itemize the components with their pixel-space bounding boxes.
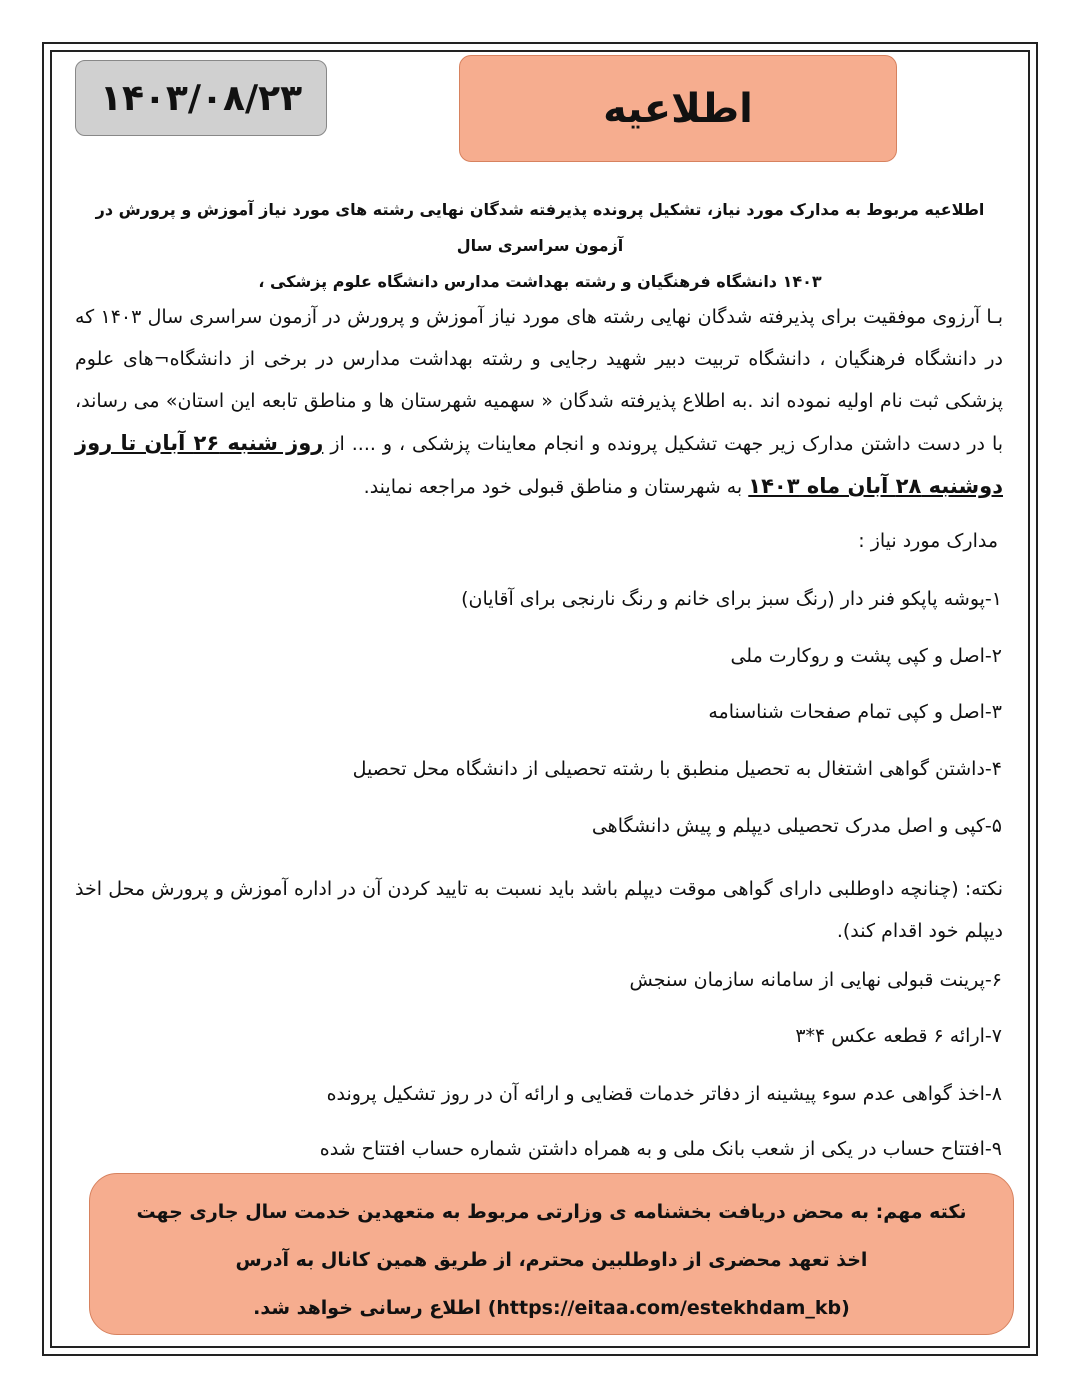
announcement-subject bbox=[80, 192, 1000, 300]
subject-line-1: اطلاعیه مربوط به مدارک مورد نیاز، تشکیل پرونده پذیرفته شدگان نهایی رشته های مورد نیاز آموزش و پرورش در آزمون سراسری سال bbox=[95, 200, 985, 255]
documents-heading: مدارک مورد نیاز : bbox=[858, 530, 998, 552]
document-item: ۵-کپی و اصل مدرک تحصیلی دیپلم و پیش دانشگاهی bbox=[591, 815, 1002, 837]
document-item: ۷-ارائه ۶ قطعه عکس ۴*۳ bbox=[795, 1025, 1002, 1047]
diploma-note: نکته: (چنانچه داوطلبی دارای گواهی موقت دیپلم باشد باید نسبت به تایید کردن آن در اداره آموزش و پرورش محل اخذ دیپلم خود اقدام کند). bbox=[75, 878, 1003, 942]
subject-line-2: ۱۴۰۳ دانشگاه فرهنگیان و رشته بهداشت مدارس دانشگاه علوم پزشکی ، bbox=[258, 272, 822, 291]
document-item: ۹-افتتاح حساب در یکی از شعب بانک ملی و به همراه داشتن شماره حساب افتتاح شده bbox=[319, 1138, 1002, 1160]
important-note-text: نکته مهم: به محض دریافت بخشنامه ی وزارتی مربوط به متعهدین خدمت سال جاری جهت اخذ تعهد محضری از داوطلبین محترم، از طریق همین کانال به آدرس (https://eitaa.com/estekhdam_kb) اطلاع رسانی خواهد شد. bbox=[136, 1201, 967, 1319]
intro-end: به شهرستان و مناطق قبولی خود مراجعه نمایند. bbox=[363, 476, 743, 498]
document-item: ۳-اصل و کپی تمام صفحات شناسنامه bbox=[708, 701, 1002, 723]
document-item: ۶-پرینت قبولی نهایی از سامانه سازمان سنجش bbox=[629, 969, 1002, 991]
intro-text: بـا آرزوی موفقیت برای پذیرفته شدگان نهایی رشته های مورد نیاز آموزش و پرورش در آزمون سراسری سال ۱۴۰۳ که در دانشگاه فرهنگیان ، دانشگاه تربیت دبیر شهید رجایی و رشته بهداشت مدارس در برخی از دانشگاه¬های علوم پزشکی ثبت نام اولیه نموده اند .به اطلاع پذیرفته شدگان « سهمیه شهرستان ها و مناطق تابعه این استان» می رساند، با در دست داشتن مدارک زیر جهت تشکیل پرونده و انجام معاینات پزشکی ، و .... bbox=[75, 306, 1004, 455]
document-item: ۴-داشتن گواهی اشتغال به تحصیل منطبق با رشته تحصیلی از دانشگاه محل تحصیل bbox=[352, 758, 1002, 780]
page-title: اطلاعیه bbox=[459, 55, 897, 162]
date-badge: ۱۴۰۳/۰۸/۲۳ bbox=[75, 60, 327, 136]
document-item: ۸-اخذ گواهی عدم سوء پیشینه از دفاتر خدمات قضایی و ارائه آن در روز تشکیل پرونده bbox=[326, 1083, 1002, 1105]
intro-from: از bbox=[330, 433, 345, 455]
important-note-box bbox=[89, 1173, 1014, 1335]
intro-date-range: روز شنبه ۲۶ آبان تا روز دوشنبه ۲۸ آبان ماه ۱۴۰۳ bbox=[75, 431, 1003, 498]
document-item: ۱-پوشه پاپکو فنر دار (رنگ سبز برای خانم و رنگ نارنجی برای آقایان) bbox=[461, 588, 1002, 610]
intro-paragraph bbox=[75, 296, 1003, 508]
document-item: ۲-اصل و کپی پشت و روکارت ملی bbox=[730, 645, 1002, 667]
